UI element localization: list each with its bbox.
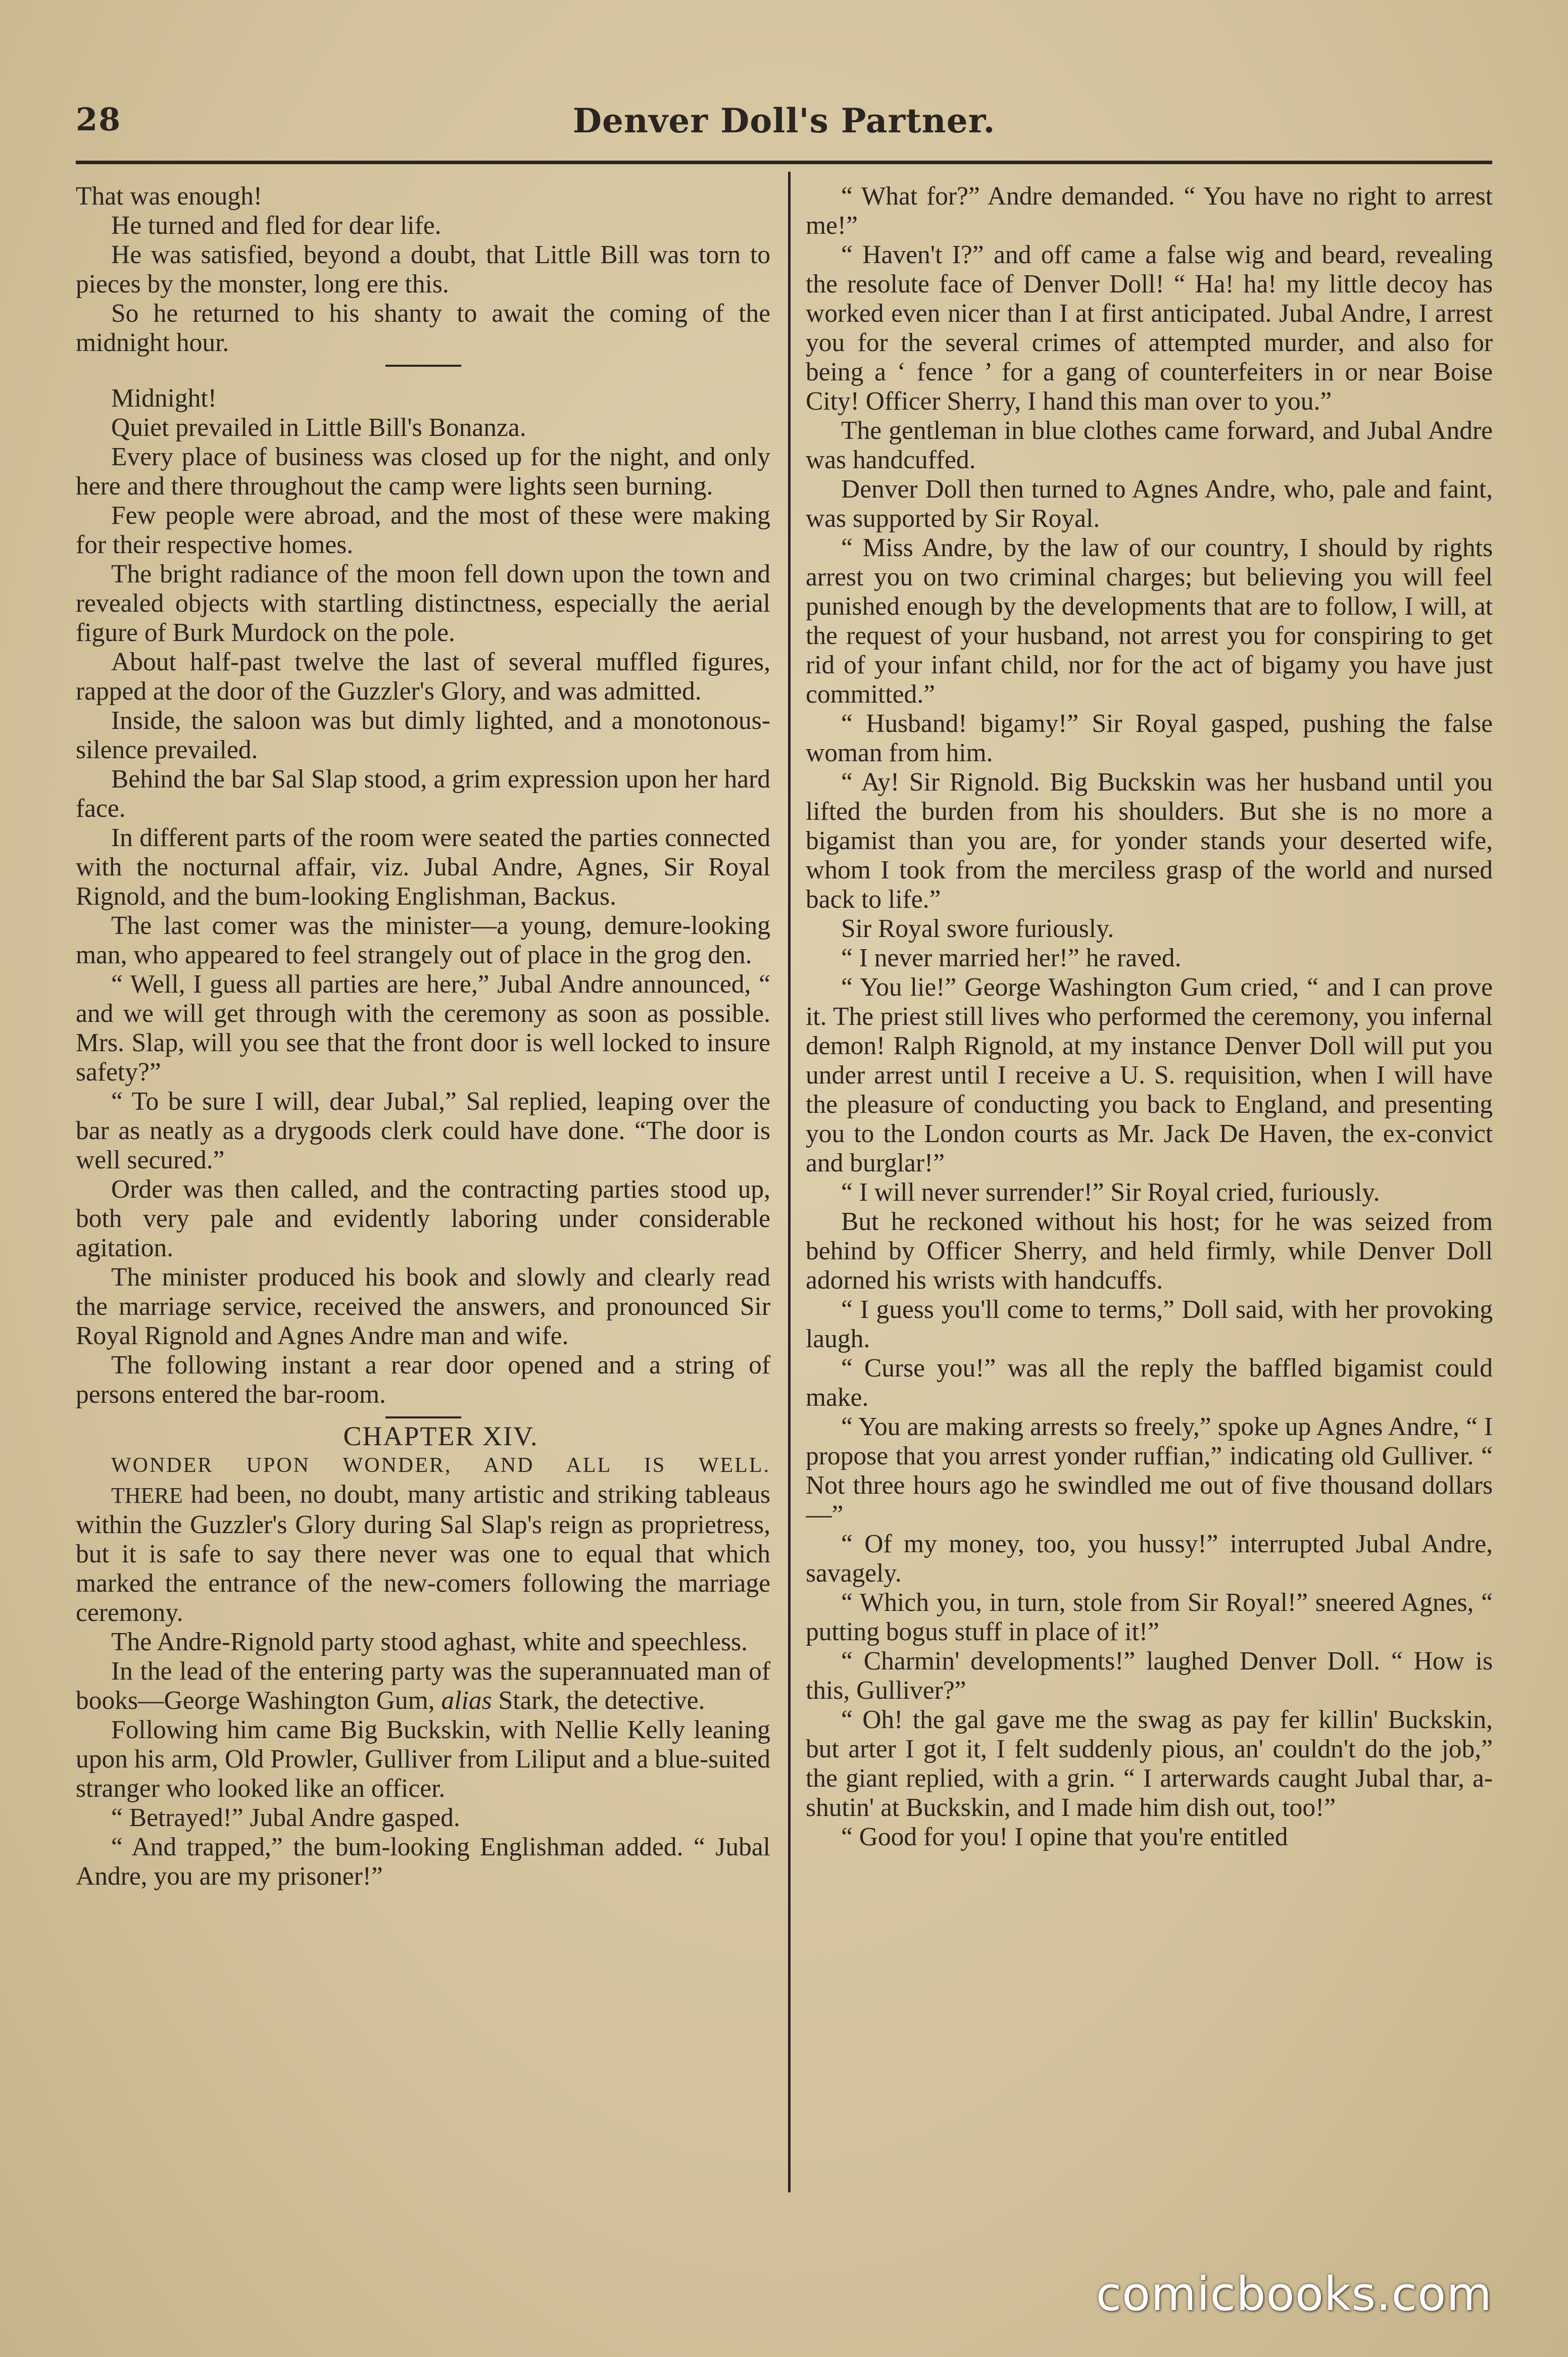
paragraph: So he returned to his shanty to await the coming of the midnight hour. xyxy=(76,299,770,357)
paragraph: Every place of business was closed up for the night, and only here and there throughout the camp were lights seen burning. xyxy=(76,443,770,501)
paragraph: But he reckoned without his host; for he was seized from behind by Officer Sherry, and held firmly, while Denver Doll adorned his wrists with handcuffs. xyxy=(806,1207,1493,1295)
paragraph: The Andre-Rignold party stood aghast, white and speechless. xyxy=(111,1628,748,1656)
paragraph: “ I guess you'll come to terms,” Doll said, with her provoking laugh. xyxy=(806,1295,1493,1353)
paragraph: Midnight! xyxy=(111,384,217,413)
page-header xyxy=(76,101,1492,157)
column-divider xyxy=(788,172,791,2192)
paragraph: “ Ay! Sir Rignold. Big Buckskin was her husband until you lifted the burden from his shoulders. But she is no more a bigamist than you are, for yonder stands your deserted wife, whom I took from the merciless grasp of the world and nursed back to life.” xyxy=(806,768,1493,914)
page-number: 28 xyxy=(76,101,122,138)
paragraph: In different parts of the room were seated the parties connected with the nocturnal affair, viz. Jubal Andre, Agnes, Sir Royal Rignold, and the bum-looking Englishman, Backus. xyxy=(76,823,770,911)
paragraph: “ Of my money, too, you hussy!” interrupted Jubal Andre, savagely. xyxy=(806,1530,1493,1588)
paragraph: The minister produced his book and slowly and clearly read the marriage service, received the answers, and pronounced Sir Royal Rignold and Agnes Andre man and wife. xyxy=(76,1263,770,1350)
paragraph: “ Husband! bigamy!” Sir Royal gasped, pushing the false woman from him. xyxy=(806,709,1493,767)
paragraph: Few people were abroad, and the most of these were making for their respective homes. xyxy=(76,501,770,559)
paragraph: The bright radiance of the moon fell down upon the town and revealed objects with startling distinctness, especially the aerial figure of Burk Murdock on the pole. xyxy=(76,560,770,647)
paragraph-alias-after: Stark, the detective. xyxy=(492,1686,705,1715)
chapter-subtitle: WONDER UPON WONDER, AND ALL IS WELL. xyxy=(111,1454,770,1477)
scene-break-rule xyxy=(385,365,461,367)
paragraph: That was enough! xyxy=(76,182,262,211)
paragraph: “ Haven't I?” and off came a false wig and beard, revealing the resolute face of Denver Doll! “ Ha! ha! my little decoy has worked even nicer than I at first anticipated. Jubal Andre, I arrest you for the several crimes of attempted murder, and also for being a ‘ fence ’ for a gang of counterfeiters in or near Boise City! Officer Sherry, I hand this man over to you.” xyxy=(806,240,1493,416)
paragraph: Denver Doll then turned to Agnes Andre, who, pale and faint, was supported by Sir Royal. xyxy=(806,475,1493,533)
right-paragraphs xyxy=(806,182,1493,1852)
chapter-first-paragraph-text: had been, no doubt, many artistic and striking tableaus within the Guzzler's Glory during Sal Slap's reign as proprietress, but it is safe to say there never was one to equal that which marked the entrance of the new-comers following the marriage ceremony. xyxy=(76,1480,770,1627)
left-block-3 xyxy=(76,1628,770,1657)
paragraph: The following instant a rear door opened and a string of persons entered the bar-room. xyxy=(76,1351,770,1409)
paragraph: Inside, the saloon was but dimly lighted, and a monotonous-silence prevailed. xyxy=(76,706,770,764)
left-block-1 xyxy=(76,182,770,358)
paragraph: The gentleman in blue clothes came forward, and Jubal Andre was handcuffed. xyxy=(806,416,1493,474)
chapter-title: CHAPTER XIV. xyxy=(343,1421,538,1451)
paragraph-alias-before: In the lead of the entering party was the superannuated man of books—George Washington Gum, xyxy=(76,1657,770,1715)
paragraph: “ Oh! the gal gave me the swag as pay fer killin' Buckskin, but arter I got it, I felt suddenly pious, an' couldn't do the job,” the giant replied, with a grin. “ I arterwards caught Jubal thar, a-shutin' at Buckskin, and I made him dish out, too!” xyxy=(806,1705,1493,1822)
left-block-2 xyxy=(76,384,770,1409)
paragraph: “ To be sure I will, dear Jubal,” Sal replied, leaping over the bar as neatly as a drygoods clerk could have done. “The door is well secured.” xyxy=(76,1087,770,1174)
paragraph: Following him came Big Buckskin, with Nellie Kelly leaning upon his arm, Old Prowler, Gulliver from Liliput and a blue-suited stranger who looked like an officer. xyxy=(76,1715,770,1803)
paragraph: “ Well, I guess all parties are here,” Jubal Andre announced, “ and we will get through with the ceremony as soon as possible. Mrs. Slap, will you see that the front door is well locked to insure safety?” xyxy=(76,970,770,1087)
running-title: Denver Doll's Partner. xyxy=(572,101,996,140)
right-column xyxy=(806,182,1493,2182)
paragraph: The last comer was the minister—a young, demure-looking man, who appeared to feel strangely out of place in the grog den. xyxy=(76,911,770,969)
paragraph: Sir Royal swore furiously. xyxy=(841,914,1114,943)
paragraph-alias-italic: alias xyxy=(441,1686,492,1715)
header-rule xyxy=(76,161,1492,164)
paragraph: “ Betrayed!” Jubal Andre gasped. xyxy=(111,1803,460,1832)
watermark: comicbooks.com xyxy=(1096,2267,1492,2321)
paragraph: Quiet prevailed in Little Bill's Bonanza. xyxy=(111,413,526,442)
paragraph: “ I never married her!” he raved. xyxy=(841,944,1182,972)
paragraph: “ Charmin' developments!” laughed Denver Doll. “ How is this, Gulliver?” xyxy=(806,1647,1493,1705)
paragraph-alias xyxy=(76,1657,770,1715)
paragraph: “ What for?” Andre demanded. “ You have no right to arrest me!” xyxy=(806,182,1493,240)
left-column xyxy=(76,182,770,2182)
paragraph: He was satisfied, beyond a doubt, that Little Bill was torn to pieces by the monster, long ere this. xyxy=(76,240,770,299)
paragraph: “ You lie!” George Washington Gum cried, “ and I can prove it. The priest still lives who performed the ceremony, you infernal demon! Ralph Rignold, at my instance Denver Doll will put you under arrest until I receive a U. S. requisition, when I will have the pleasure of conducting you back to England, and presenting you to the London courts as Mr. Jack De Haven, the ex-convict and burglar!” xyxy=(806,973,1493,1177)
paragraph: About half-past twelve the last of several muffled figures, rapped at the door of the Guzzler's Glory, and was admitted. xyxy=(76,648,770,706)
paragraph: “ Good for you! I opine that you're entitled xyxy=(841,1823,1288,1851)
left-block-4 xyxy=(76,1715,770,1891)
paragraph: “ Miss Andre, by the law of our country, I should by rights arrest you on two criminal charges; but believing you will feel punished enough by the developments that are to follow, I will, at the request of your husband, not arrest you for conspiring to get rid of your infant child, nor for the act of bigamy you have just committed.” xyxy=(806,533,1493,709)
paragraph: He turned and fled for dear life. xyxy=(111,211,442,240)
chapter-rule xyxy=(385,1416,461,1418)
chapter-first-paragraph xyxy=(76,1480,770,1628)
paragraph: Order was then called, and the contracting parties stood up, both very pale and evidently laboring under considerable agitation. xyxy=(76,1175,770,1262)
paragraph: “ And trapped,” the bum-looking Englishman added. “ Jubal Andre, you are my prisoner!” xyxy=(76,1833,770,1891)
chapter-lead-word: THERE xyxy=(111,1483,183,1508)
paragraph: “ Which you, in turn, stole from Sir Royal!” sneered Agnes, “ putting bogus stuff in place of it!” xyxy=(806,1588,1493,1646)
paragraph: “ Curse you!” was all the reply the baffled bigamist could make. xyxy=(806,1354,1493,1412)
paragraph: “ You are making arrests so freely,” spoke up Agnes Andre, “ I propose that you arrest yonder ruffian,” indicating old Gulliver. “ Not three hours ago he swindled me out of five thousand dollars—” xyxy=(806,1412,1493,1529)
paragraph: “ I will never surrender!” Sir Royal cried, furiously. xyxy=(841,1178,1380,1207)
paragraph: Behind the bar Sal Slap stood, a grim expression upon her hard face. xyxy=(76,765,770,823)
